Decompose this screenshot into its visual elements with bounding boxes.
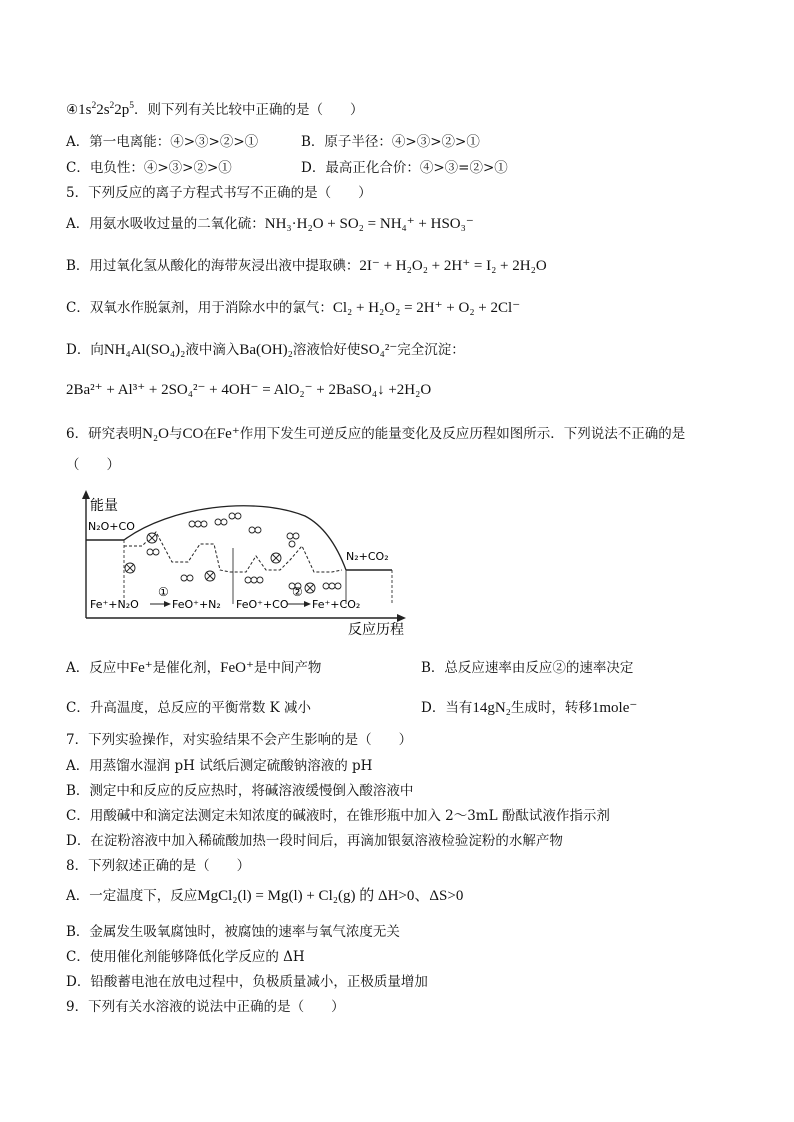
q8-option-a: A．一定温度下，反应MgCl₂(l) = Mg(l) + Cl₂(g) 的 ΔH>0、ΔS>0 (66, 888, 464, 904)
q5-option-c: C．双氧水作脱氯剂，用于消除水中的氯气：Cl₂ + H₂O₂ = 2H⁺ + O₂ + 2Cl⁻ (66, 300, 521, 316)
q7-option-d: D．在淀粉溶液中加入稀硫酸加热一段时间后，再滴加银氨溶液检验淀粉的水解产物 (66, 833, 563, 849)
step2-product: Fe⁺+CO₂ (312, 598, 361, 611)
step2-arrow-head (304, 601, 311, 607)
x-axis-arrow (397, 614, 406, 622)
q8-option-b: B．金属发生吸氧腐蚀时，被腐蚀的速率与氧气浓度无关 (66, 924, 400, 940)
step2-label: FeO⁺+CO (236, 598, 289, 611)
x-axis-label: 反应历程 (348, 622, 404, 638)
energy-profile-diagram (80, 486, 425, 638)
reactants-label: N₂O+CO (88, 520, 135, 533)
q9-stem: 9．下列有关水溶液的说法中正确的是（ ） (66, 999, 345, 1015)
step2-number: ② (292, 585, 303, 599)
y-axis-arrow (82, 490, 90, 499)
q6-option-a: A．反应中Fe⁺是催化剂，FeO⁺是中间产物 (66, 660, 322, 676)
q4-stem: $④1s^22s^22p^5$．则下列有关比较中正确的是（ ） (66, 101, 364, 118)
y-axis-label: 能量 (90, 498, 118, 514)
q7-option-c: C．用酸碱中和滴定法测定未知浓度的碱液时，在锥形瓶中加入 2～3mL 酚酞试液作指示剂 (66, 808, 610, 824)
q6-option-b: B．总反应速率由反应②的速率决定 (421, 660, 634, 676)
q5-option-b: B．用过氧化氢从酸化的海带灰浸出液中提取碘：2I⁻ + H₂O₂ + 2H⁺ = I₂ + 2H₂O (66, 258, 547, 274)
q8-option-d: D．铅酸蓄电池在放电过程中，负极质量减小，正极质量增加 (66, 974, 428, 990)
q5-option-d-equation: 2Ba²⁺ + Al³⁺ + 2SO₄²⁻ + 4OH⁻ = AlO₂⁻ + 2BaSO₄↓ +2H₂O (66, 382, 432, 398)
q7-option-a: A．用蒸馏水湿润 pH 试纸后测定硫酸钠溶液的 pH (66, 758, 373, 774)
q7-option-b: B．测定中和反应的反应热时，将碱溶液缓慢倒入酸溶液中 (66, 783, 414, 799)
q8-stem: 8．下列叙述正确的是（ ） (66, 858, 251, 874)
q4-option-a: A．第一电离能：④>③>②>① (66, 134, 259, 150)
q4-option-b: B．原子半径：④>③>②>① (301, 134, 480, 150)
q6-stem: 6．研究表明N₂O与CO在Fe⁺作用下发生可逆反应的能量变化及反应历程如图所示．下列说法不正确的是 (66, 426, 686, 442)
q6-option-d: D．当有14gN₂生成时，转移1mole⁻ (421, 700, 638, 716)
q8-option-c: C．使用催化剂能够降低化学反应的 ΔH (66, 949, 305, 965)
products-label: N₂+CO₂ (346, 550, 389, 563)
step1-product: FeO⁺+N₂ (172, 598, 221, 611)
q5-stem: 5．下列反应的离子方程式书写不正确的是（ ） (66, 185, 372, 201)
q5-option-d: D．向NH₄Al(SO₄)₂液中滴入Ba(OH)₂溶液恰好使SO₄²⁻完全沉淀： (66, 342, 465, 358)
q5-option-a: A．用氨水吸收过量的二氧化硫：NH₃·H₂O + SO₂ = NH₄⁺ + HSO₃⁻ (66, 216, 474, 232)
step1-number: ① (158, 585, 169, 599)
step1-label: Fe⁺+N₂O (90, 598, 139, 611)
q6-stem-paren: （ ） (66, 457, 120, 473)
q6-option-c: C．升高温度，总反应的平衡常数 K 减小 (66, 700, 311, 716)
q4-option-c: C．电负性：④>③>②>① (66, 160, 232, 176)
step1-arrow-head (164, 601, 171, 607)
q4-option-d: D．最高正化合价：④>③=②>① (301, 160, 508, 176)
q7-stem: 7．下列实验操作，对实验结果不会产生影响的是（ ） (66, 732, 413, 748)
